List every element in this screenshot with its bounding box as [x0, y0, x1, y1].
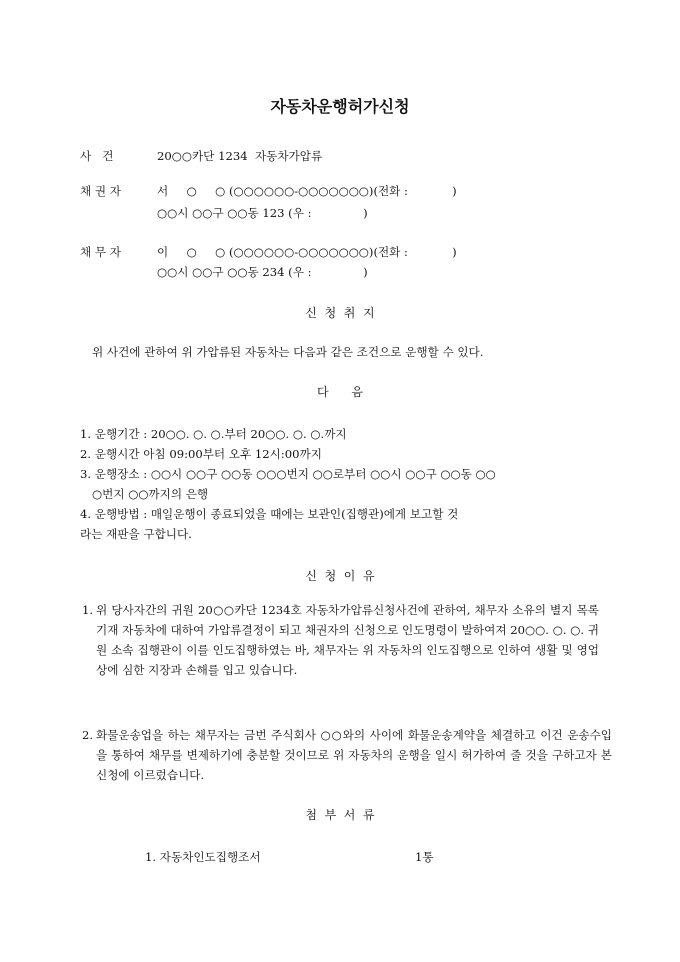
- reason-paragraph-2: [82, 725, 612, 785]
- reason-number-1: 1.: [82, 603, 94, 617]
- purpose-heading: 신 청 취 지: [305, 306, 375, 320]
- reason-text-2: 화물운송업을 하는 채무자는 금번 주식회사 ○○와의 사이에 화물운송계약을 체결하고 이건 운송수입을 통하여 채무를 변제하기에 충분할 것이므로 위 자동차의 운행을 일시 허가하여 줄 것을 구하고자 본 신청에 이르렀습니다.: [96, 728, 612, 782]
- attachment-item-name: 1. 자동차인도집행조서: [145, 850, 261, 864]
- reasons-heading: 신 청 이 유: [305, 569, 375, 583]
- following-item-3: 3. 운행장소 : ○○시 ○○구 ○○동 ○○○번지 ○○로부터 ○○시 ○○구 ○○동 ○○: [80, 467, 496, 481]
- following-item-3-continued: ○번지 ○○까지의 은행: [92, 487, 209, 501]
- purpose-text: 위 사건에 관하여 위 가압류된 자동차는 다음과 같은 조건으로 운행할 수 있다.: [92, 345, 484, 359]
- creditor-label: 채 권 자: [80, 184, 121, 198]
- following-item-1: 1. 운행기간 : 20○○. ○. ○.부터 20○○. ○. ○.까지: [80, 427, 347, 441]
- creditor-address-line: ○○시 ○○구 ○○동 123 (우 : ): [157, 206, 368, 220]
- debtor-label: 채 무 자: [80, 245, 121, 259]
- following-heading: 다 음: [316, 385, 364, 399]
- following-item-4: 4. 운행방법 : 매일운행이 종료되었을 때에는 보관인(집행관)에게 보고할 것: [80, 507, 459, 521]
- reason-text-1: 위 당사자간의 귀원 20○○카단 1234호 자동차가압류신청사건에 관하여, 채무자 소유의 별지 목록 기재 자동차에 대하여 가압류결정이 되고 채권자의 신청으로 인도명령이 발하여져 20○○. ○. ○. 귀원 소속 집행관이 이를 인도집행하였는 바, 채무자는 위 자동차의 인도집행으로 인하여 생활 및 영업상에 심한 지장과 손해를 입고 있습니다.: [96, 603, 599, 677]
- reason-number-2: 2.: [82, 728, 94, 742]
- attachments-heading: 첨 부 서 류: [305, 808, 375, 822]
- following-item-2: 2. 운행시간 아침 09:00부터 오후 12시:00까지: [80, 447, 322, 461]
- case-value: 20○○카단 1234 자동차가압류: [157, 149, 323, 163]
- document-title: 자동차운행허가신청: [270, 97, 410, 116]
- debtor-address-line: ○○시 ○○구 ○○동 234 (우 : ): [157, 265, 368, 279]
- creditor-name-line: 서 ○ ○ (○○○○○○-○○○○○○○)(전화 : ): [157, 184, 457, 198]
- debtor-name-line: 이 ○ ○ (○○○○○○-○○○○○○○)(전화 : ): [157, 245, 457, 259]
- attachment-item-count: 1통: [415, 850, 434, 864]
- following-closing: 라는 재판을 구합니다.: [80, 527, 192, 541]
- reason-paragraph-1: [82, 600, 599, 680]
- case-label: 사 건: [80, 149, 114, 163]
